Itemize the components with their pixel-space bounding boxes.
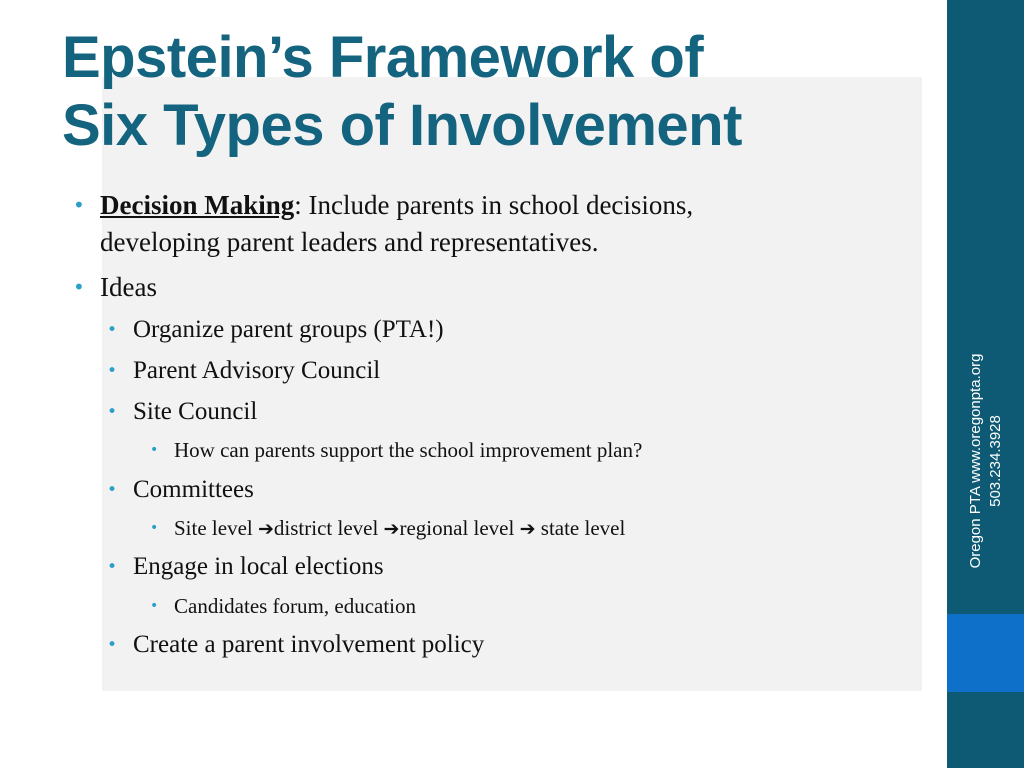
advisory-council-text: Parent Advisory Council (133, 357, 381, 384)
sidebar-accent-block (947, 614, 1024, 692)
bullet-levels (150, 515, 874, 542)
bullet-icon: • (150, 520, 159, 536)
bullet-ideas (73, 269, 820, 306)
candidates-forum-text: Candidates forum, education (174, 594, 417, 618)
bullet-icon: • (73, 193, 85, 217)
sidebar-phone-line: 503.234.3928 (987, 415, 1004, 507)
bullet-site-council (107, 397, 833, 427)
bullet-icon: • (107, 320, 118, 340)
ideas-text: Ideas (100, 272, 157, 302)
bullet-committees (107, 475, 833, 505)
bullet-icon: • (150, 598, 159, 614)
bullet-advisory-council (107, 356, 833, 386)
sidebar-org-line: Oregon PTA www.oregonpta.org (967, 353, 984, 569)
regional-level-text: regional level (399, 516, 520, 540)
site-council-text: Site Council (133, 398, 258, 425)
bullet-icon: • (150, 442, 159, 458)
bullet-icon: • (107, 361, 118, 381)
district-level-text: district level (273, 516, 384, 540)
site-level-text: Site level (174, 516, 258, 540)
organize-groups-text: Organize parent groups (PTA!) (133, 316, 444, 343)
bullet-icon: • (107, 402, 118, 422)
state-level-text: state level (535, 516, 626, 540)
bullet-improvement-plan (150, 437, 874, 463)
improvement-plan-text: How can parents support the school improvement plan? (174, 438, 643, 462)
involvement-policy-text: Create a parent involvement policy (133, 631, 485, 658)
decision-making-term: Decision Making (100, 190, 295, 220)
bullet-icon: • (107, 635, 118, 655)
title-line-2: Six Types of Involvement (62, 93, 742, 158)
title-line-1: Epstein’s Framework of (62, 25, 704, 90)
bullet-local-elections (107, 552, 833, 582)
bullet-organize-groups (107, 315, 833, 345)
bullet-candidates-forum (150, 593, 874, 619)
committees-text: Committees (133, 476, 254, 503)
decision-making-text-line-2: developing parent leaders and representatives. (100, 227, 599, 257)
bullet-decision-making (73, 187, 820, 261)
bullet-icon: • (73, 275, 85, 299)
local-elections-text: Engage in local elections (133, 553, 384, 580)
bullet-involvement-policy (107, 630, 833, 660)
bullet-icon: • (107, 480, 118, 500)
arrow-right-icon: ➔ (257, 518, 274, 540)
slide-title (62, 24, 942, 160)
arrow-right-icon: ➔ (519, 518, 536, 540)
bullet-icon: • (107, 557, 118, 577)
decision-making-text-line-1: : Include parents in school decisions, (294, 190, 694, 220)
sidebar-footer-text (966, 346, 1006, 576)
arrow-right-icon: ➔ (383, 518, 400, 540)
